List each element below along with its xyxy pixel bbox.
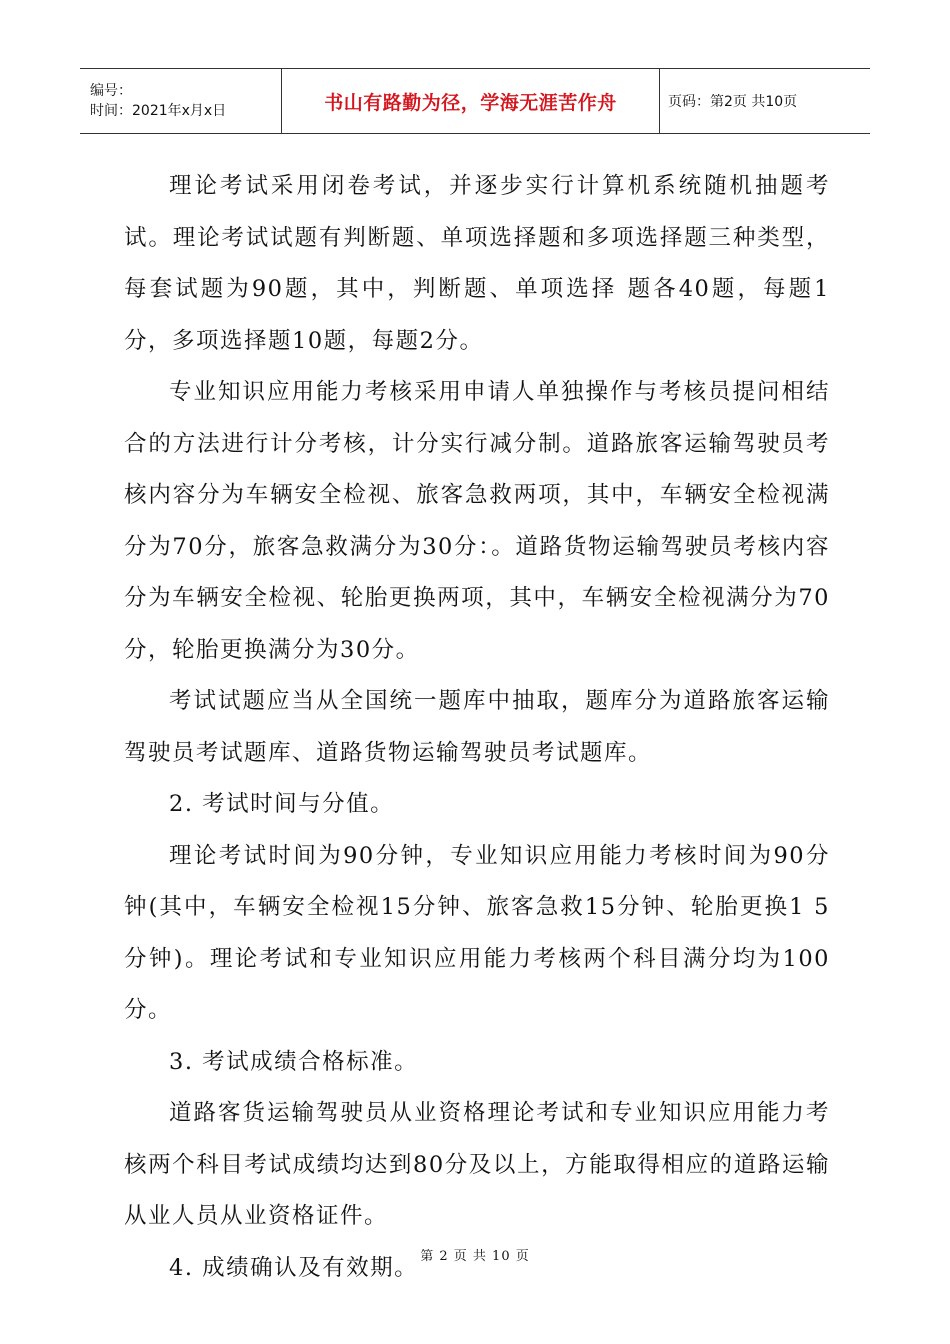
paragraph-question-bank: 考试试题应当从全国统一题库中抽取，题库分为道路旅客运输驾驶员考试题库、道路货物运输驾驶员考试题库。 [124,688,830,766]
header-meta [80,69,282,133]
header-time-label: 时间：2021年x月x日 [90,103,227,119]
document-body [124,161,830,1294]
header-code-label: 编号： [90,83,132,99]
section-heading-exam-time: 2. 考试时间与分值。 [169,791,395,817]
section-heading-validity: 4. 成绩确认及有效期。 [169,1254,419,1281]
header-page-label: 页码：第2页 共10页 [668,94,798,110]
paragraph-theory-exam: 理论考试采用闭卷考试，并逐步实行计算机系统随机抽题考试。理论考试试题有判断题、单项选择题和多项选择题三种类型，每套试题为90题，其中，判断题、单项选择 题各40题，每题1分，多项选择题10题，每题2分。 [124,173,830,354]
section-heading-pass-standard: 3. 考试成绩合格标准。 [169,1048,419,1075]
header-page-cell [660,69,870,133]
page-footer: 第 2 页 共 10 页 [420,1249,530,1264]
page-header [80,68,870,134]
header-motto: 书山有路勤为径，学海无涯苦作舟 [324,91,617,114]
paragraph-pass-standard: 道路客货运输驾驶员从业资格理论考试和专业知识应用能力考核两个科目考试成绩均达到80分及以上，方能取得相应的道路运输从业人员从业资格证件。 [124,1100,830,1229]
paragraph-exam-time: 理论考试时间为90分钟，专业知识应用能力考核时间为90分钟(其中，车辆安全检视15分钟、旅客急救15分钟、轮胎更换1 5分钟)。理论考试和专业知识应用能力考核两个科目满分均为100分。 [124,842,830,1023]
paragraph-skill-assessment: 专业知识应用能力考核采用申请人单独操作与考核员提问相结合的方法进行计分考核，计分实行减分制。道路旅客运输驾驶员考核内容分为车辆安全检视、旅客急救两项，其中，车辆安全检视满分为70分，旅客急救满分为30分：。道路货物运输驾驶员考核内容分为车辆安全检视、轮胎更换两项，其中，车辆安全检视满分为70分，轮胎更换满分为30分。 [124,379,830,663]
header-motto-cell [282,69,660,133]
